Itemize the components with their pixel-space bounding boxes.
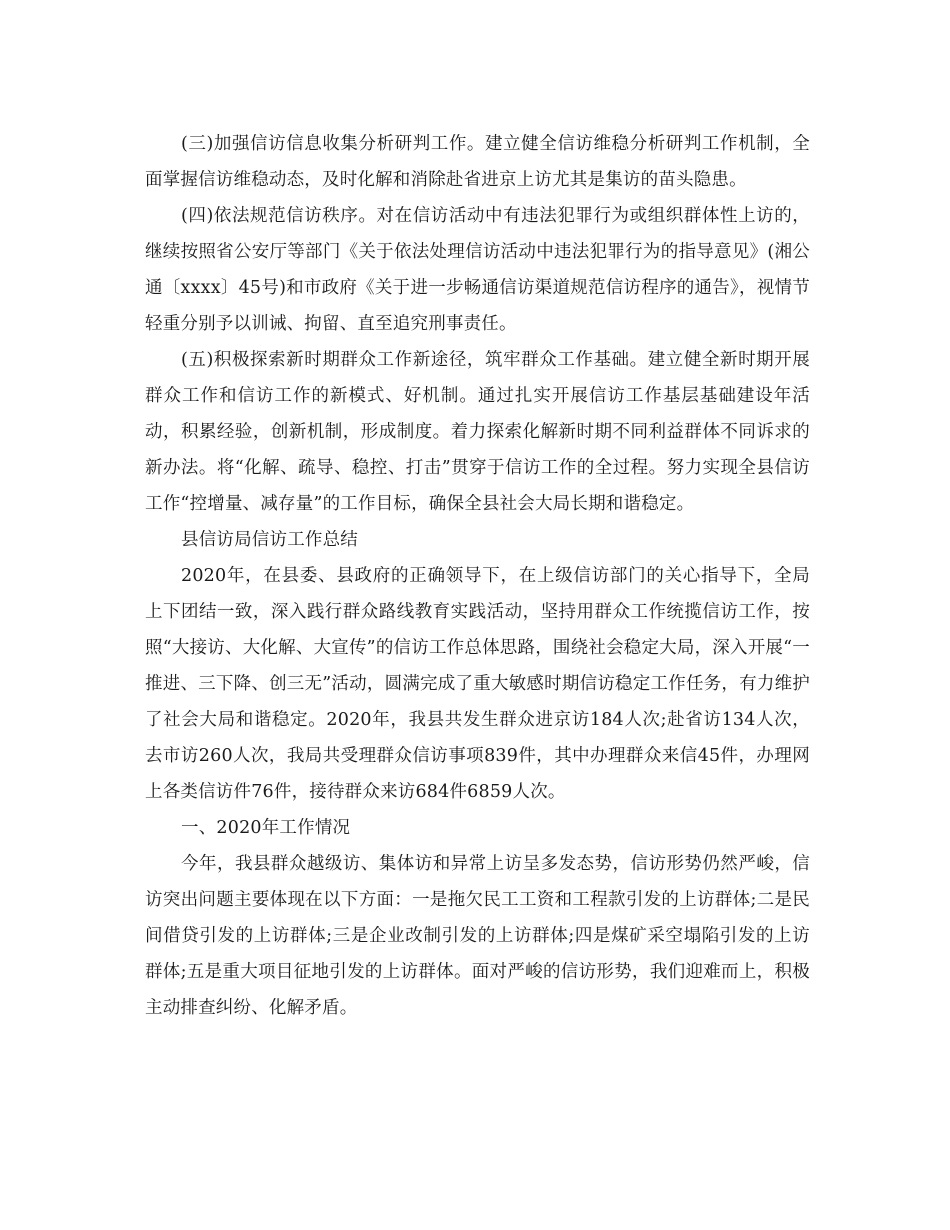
section-heading: 县信访局信访工作总结: [181, 530, 358, 550]
subsection-heading: 一、2020年工作情况: [181, 818, 351, 838]
paragraph-work-situation: 今年，我县群众越级访、集体访和异常上访呈多发态势，信访形势仍然严峻，信访突出问题主要体现在以下方面：一是拖欠民工工资和工程款引发的上访群体;二是民间借贷引发的上访群体;三是企业改制引发的上访群体;四是煤矿采空塌陷引发的上访群体;五是重大项目征地引发的上访群体。面对严峻的信访形势，我们迎难而上，积极主动排查纠纷、化解矛盾。: [145, 854, 810, 1018]
paragraph-section-four: (四)依法规范信访秩序。对在信访活动中有违法犯罪行为或组织群体性上访的，继续按照省公安厅等部门《关于依法处理信访活动中违法犯罪行为的指导意见》(湘公通〔xxxx〕45号)和市政府《关于进一步畅通信访渠道规范信访程序的通告》，视情节轻重分别予以训诫、拘留、直至追究刑事责任。: [145, 206, 810, 334]
paragraph-section-three: (三)加强信访信息收集分析研判工作。建立健全信访维稳分析研判工作机制，全面掌握信访维稳动态，及时化解和消除赴省进京上访尤其是集访的苗头隐患。: [145, 134, 810, 190]
paragraph-section-five: (五)积极探索新时期群众工作新途径，筑牢群众工作基础。建立健全新时期开展群众工作和信访工作的新模式、好机制。通过扎实开展信访工作基层基础建设年活动，积累经验，创新机制，形成制度。着力探索化解新时期不同利益群体不同诉求的新办法。将“化解、疏导、稳控、打击”贯穿于信访工作的全过程。努力实现全县信访工作“控增量、减存量”的工作目标，确保全县社会大局长期和谐稳定。: [145, 350, 810, 514]
document-body: [145, 126, 810, 1026]
paragraph-summary-intro: 2020年，在县委、县政府的正确领导下，在上级信访部门的关心指导下，全局上下团结一致，深入践行群众路线教育实践活动，坚持用群众工作统揽信访工作，按照“大接访、大化解、大宣传”的信访工作总体思路，围绕社会稳定大局，深入开展“一推进、三下降、创三无”活动，圆满完成了重大敏感时期信访稳定工作任务，有力维护了社会大局和谐稳定。2020年，我县共发生群众进京访184人次;赴省访134人次，去市访260人次，我局共受理群众信访事项839件，其中办理群众来信45件，办理网上各类信访件76件，接待群众来访684件6859人次。: [145, 566, 810, 802]
